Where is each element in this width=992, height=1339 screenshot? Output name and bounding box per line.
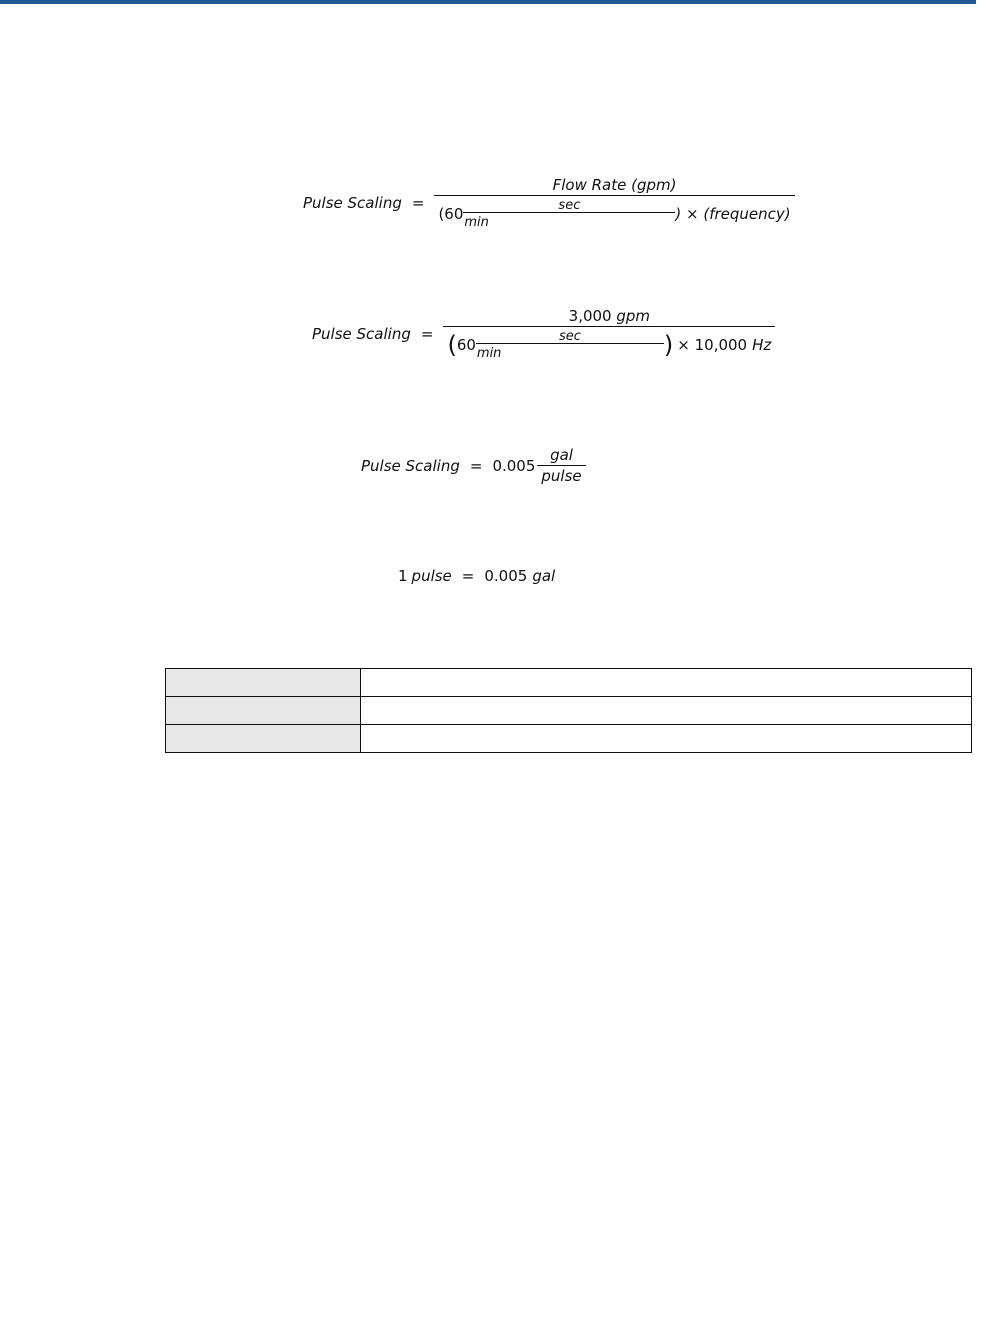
pulse-equivalence	[398, 567, 555, 585]
table-value-cell	[361, 697, 972, 725]
eq2-num-value: 3,000	[568, 307, 612, 325]
eq1-numerator: Flow Rate (gpm)	[552, 176, 677, 194]
parameter-table	[165, 668, 972, 753]
eq1-equals: =	[411, 193, 425, 212]
header-rule	[0, 0, 976, 4]
eq4-unit: gal	[532, 567, 556, 585]
eq1-unit-fraction	[463, 199, 675, 229]
eq3-lhs: Pulse Scaling	[361, 456, 460, 475]
eq2-den-open: (	[447, 331, 457, 359]
eq4-value: 0.005	[484, 567, 528, 585]
eq1-unit-num: sec	[558, 198, 581, 213]
table-label-cell	[166, 725, 361, 753]
eq2-den-times: × 10,000	[677, 336, 748, 354]
table-row	[166, 725, 972, 753]
eq4-lhs-value: 1	[398, 567, 408, 585]
table-value-cell	[361, 725, 972, 753]
eq2-lhs: Pulse Scaling	[312, 324, 411, 343]
table-label-cell	[166, 669, 361, 697]
pulse-scaling-formula	[303, 176, 795, 229]
eq3-unit-num: gal	[550, 446, 573, 464]
eq3-equals: =	[469, 456, 483, 475]
table-row	[166, 669, 972, 697]
eq2-unit-fraction	[476, 330, 664, 360]
eq2-unit-den: min	[476, 343, 664, 360]
eq1-lhs: Pulse Scaling	[303, 193, 402, 212]
table-value-cell	[361, 669, 972, 697]
eq1-denominator	[434, 195, 794, 229]
eq2-num-unit: gpm	[616, 307, 651, 325]
eq3-unit-den: pulse	[537, 465, 585, 485]
eq1-den-open: (60	[438, 205, 464, 223]
eq2-den-close: )	[663, 331, 674, 359]
eq2-den-60: 60	[456, 336, 476, 354]
eq2-unit-num: sec	[558, 329, 581, 344]
eq1-fraction	[434, 176, 794, 229]
eq3-value: 0.005	[492, 456, 536, 475]
eq4-equals: =	[461, 567, 475, 585]
eq3-unit-fraction	[537, 446, 585, 485]
eq1-den-close: ) × (frequency)	[675, 205, 791, 223]
table-row	[166, 697, 972, 725]
eq1-unit-den: min	[463, 212, 675, 229]
eq2-fraction	[443, 307, 775, 360]
eq2-den-unit: Hz	[752, 336, 772, 354]
eq2-equals: =	[420, 324, 434, 343]
pulse-scaling-result	[361, 446, 586, 485]
eq4-lhs-unit: pulse	[411, 567, 452, 585]
pulse-scaling-example	[312, 307, 775, 360]
eq2-denominator	[443, 326, 775, 360]
eq2-numerator	[565, 307, 654, 326]
table-label-cell	[166, 697, 361, 725]
